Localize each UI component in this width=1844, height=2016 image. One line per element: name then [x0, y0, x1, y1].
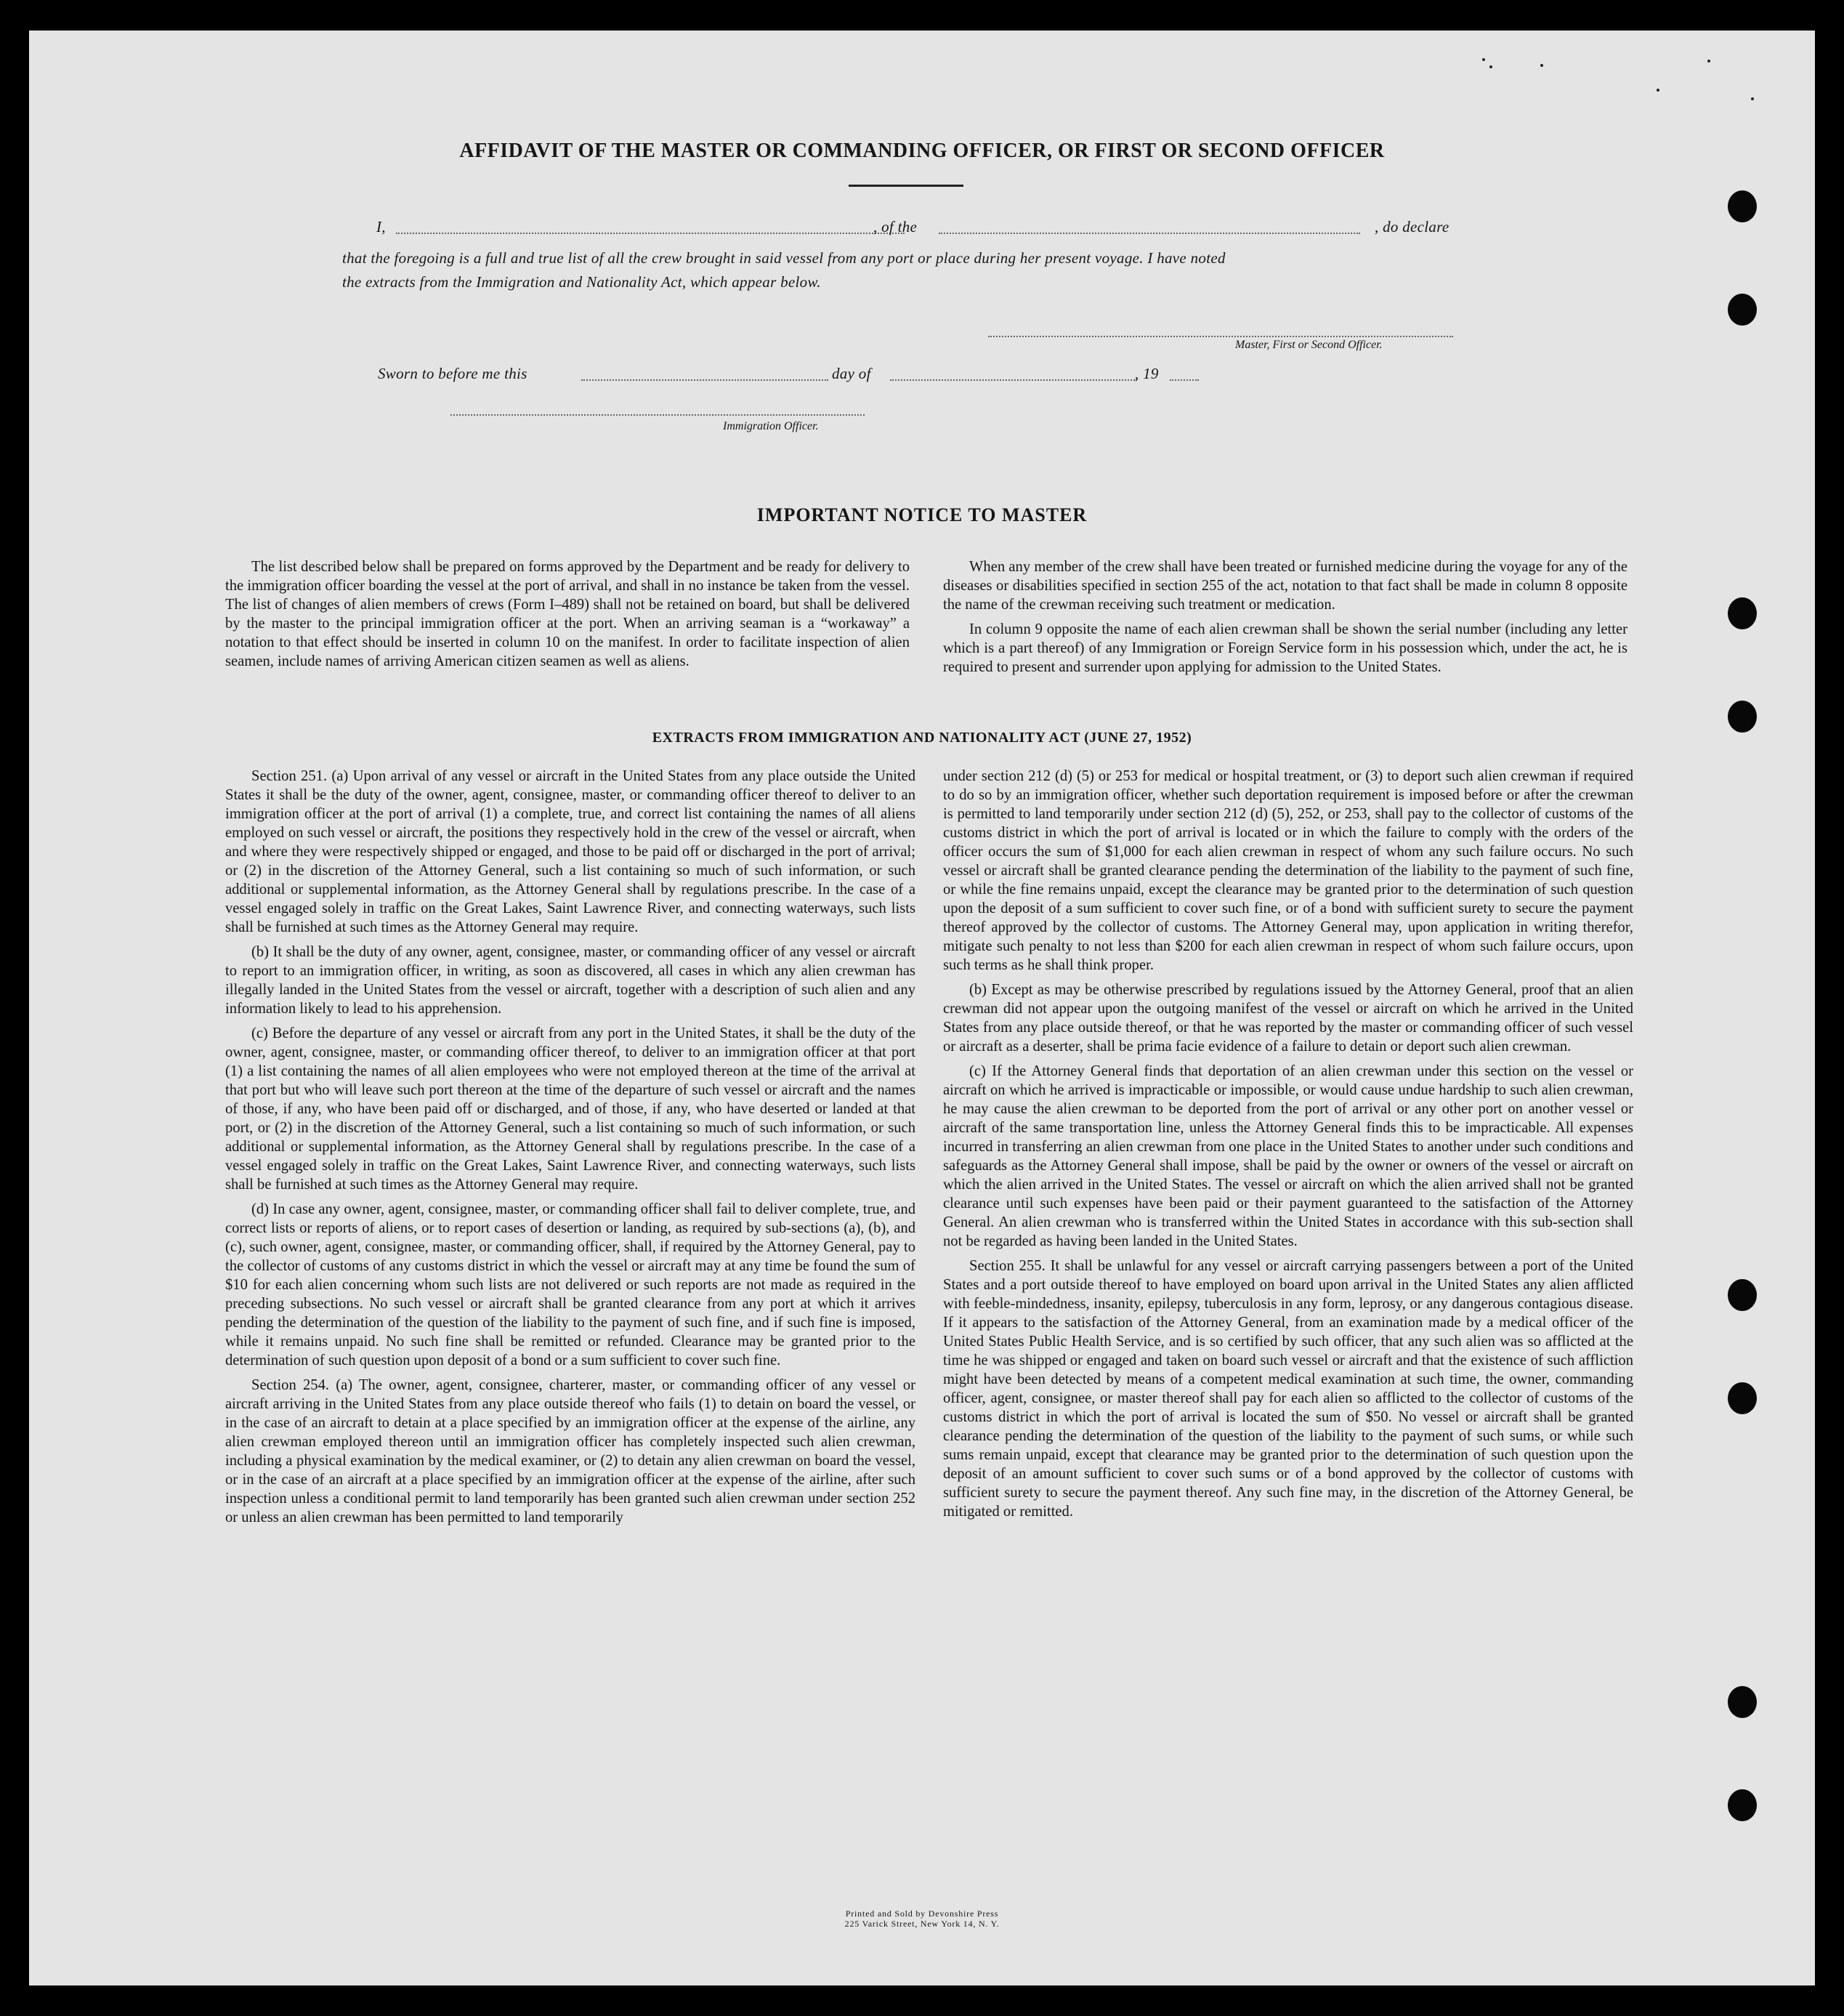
speck — [1482, 58, 1485, 61]
extract-paragraph: (b) It shall be the duty of any owner, agent, consignee, master, or commanding officer of any vessel or aircraft to report to an immigration officer, in writing, as soon as discovered, all cases in which any alien crewman has illegally landed in the United States from the vessel or aircraft, together with a description of such alien and any information likely to lead to his apprehension. — [225, 944, 915, 1017]
binder-hole — [1728, 597, 1757, 629]
printer-imprint — [29, 1908, 1815, 1929]
affidavit-declare-label: , do declare — [1375, 218, 1449, 235]
master-signature-field[interactable] — [988, 336, 1453, 337]
notice-left-column — [225, 557, 910, 677]
extract-paragraph: under section 212 (d) (5) or 253 for medical or hospital treatment, or (3) to deport such alien crewman if required to do so by an immigration officer, whether such deportation requirement is imposed before or after the crewman is permitted to land temporarily under section 212 (d) (5), 252, or 253, shall pay to the collector of customs of the customs district in which the port of arrival is located or in which the failure to comply with the orders of the officer occurs the sum of $1,000 for each alien crewman in respect of whom any such failure occurs. No such vessel or aircraft shall be granted clearance pending the determination of the liability to the payment of such fine, or while the fine remains unpaid, except the clearance may be granted prior to the determination of such question upon the deposit of a sum sufficient to cover such fine, or of a bond with sufficient surety to secure the payment thereof approved by the collector of customs. The Attorney General may, upon application in writing therefor, mitigate such penalty to not less than $200 for each alien crewman in respect of whom such failure occurs, upon such terms as he shall think proper. — [943, 768, 1633, 973]
extract-paragraph: (d) In case any owner, agent, consignee, master, or commanding officer shall fail to deliver complete, true, and correct lists or reports of aliens, or to report cases of desertion or landing, as required by sub-sections (a), (b), and (c), such owner, agent, consignee, master, or commanding officer, shall, if required by the Attorney General, pay to the collector of customs of any customs district in which the vessel or aircraft may at any time be found the sum of $10 for each alien concerning whom such lists are not delivered or such reports are not made as required in the preceding subsections. No such vessel or aircraft shall be granted clearance from any port at which it arrives pending the determination of the question of the liability to the payment of such fine, and if such fine is imposed, while it remains unpaid. No such fine shall be remitted or refunded. Clearance may be granted prior to the determination of such question upon deposit of a bond or a sum sufficient to cover such fine. — [225, 1201, 915, 1368]
speck — [1751, 97, 1754, 100]
speck — [1489, 65, 1492, 68]
year-label: , 19 — [1135, 365, 1159, 382]
notice-paragraph: When any member of the crew shall have been treated or furnished medicine during the voyage for any of the diseases or disabilities specified in section 255 of the act, notation to that fact shall be made in column 8 opposite the name of the crewman receiving such treatment or medication. — [943, 559, 1627, 613]
sworn-day-field[interactable] — [581, 379, 828, 381]
affidavit-i-label: I, — [376, 218, 386, 235]
binder-hole — [1728, 1382, 1757, 1414]
sworn-month-field[interactable] — [890, 379, 1137, 381]
master-caption: Master, First or Second Officer. — [1235, 339, 1383, 351]
sworn-label: Sworn to before me this — [378, 365, 527, 382]
extracts-right-column — [943, 767, 1633, 1527]
officer-caption: Immigration Officer. — [723, 420, 819, 432]
speck — [1540, 64, 1543, 67]
speck — [1707, 60, 1710, 63]
extract-paragraph: Section 254. (a) The owner, agent, consignee, charterer, master, or commanding officer of any vessel or aircraft arriving in the United States from any place outside thereof who fails (1) to detain on board the vessel, or in the case of an aircraft to detain at a place specified by an immigration officer at the expense of the airline, any alien crewman employed thereon until an immigration officer has completely inspected such alien crewman, including a physical examination by the medical examiner, or (2) to detain any alien crewman on board the vessel, or in the case of an aircraft at a place specified by an immigration officer at the expense of the airline, after such inspection unless a conditional permit to land temporarily has been granted such alien crewman under section 252 or unless an alien crewman has been permitted to land temporarily — [225, 1377, 915, 1525]
notice-paragraph: In column 9 opposite the name of each alien crewman shall be shown the serial number (including any letter which is a part thereof) of any Immigration or Foreign Service form in his possession which, under the act, he is required to present and surrender upon applying for admission to the United States. — [943, 621, 1627, 675]
binder-hole — [1728, 1686, 1757, 1718]
extract-paragraph: (c) If the Attorney General finds that deportation of an alien crewman under this section on the vessel or aircraft on which he arrived is impracticable or impossible, or would cause undue hardship to such alien crewman, he may cause the alien crewman to be deported from the port of arrival or any other port on another vessel or aircraft of the same transportation line, unless the Attorney General finds this to be impracticable. All expenses incurred in transferring an alien crewman from one place in the United States to another under such conditions and safeguards as the Attorney General shall impose, shall be paid by the owner or owners of the vessel or aircraft on which the alien arrived in the United States. The vessel or aircraft on which the alien arrived shall not be granted clearance until such expenses have been paid or their payment guaranteed to the satisfaction of the Attorney General. An alien crewman who is transferred within the United States in accordance with this sub-section shall not be regarded as having been landed in the United States. — [943, 1063, 1633, 1249]
day-of-label: day of — [832, 365, 871, 382]
affidavit-line-2: that the foregoing is a full and true list of all the crew brought in said vessel from any port or place during her present voyage. I have noted — [342, 249, 1226, 267]
affidavit-of-label: , of the — [873, 218, 918, 235]
document-page — [29, 31, 1815, 1985]
officer-signature-field[interactable] — [450, 414, 865, 416]
vessel-field[interactable] — [939, 233, 1360, 234]
affidavit-line-3: the extracts from the Immigration and Nationality Act, which appear below. — [342, 273, 821, 291]
binder-hole — [1728, 1789, 1757, 1821]
sworn-year-field[interactable] — [1170, 379, 1199, 381]
imprint-line-1: Printed and Sold by Devonshire Press — [845, 1908, 999, 1919]
extract-paragraph: (c) Before the departure of any vessel or aircraft from any port in the United States, it shall be the duty of the owner, agent, consignee, master, or commanding officer thereof, to deliver to an immigration officer at that port (1) a list containing the names of all alien employees who were not employed thereon at the time of the arrival at that port but who will leave such port thereon at the time of the departure of such vessel or aircraft and the names of those, if any, who have been paid off or discharged, and of those, if any, who have deserted or landed at that port, or (2) in the discretion of the Attorney General, such a list containing so much of such information, or such additional or supplemental information, as the Attorney General shall by regulations prescribe. In the case of a vessel engaged solely in traffic on the Great Lakes, Saint Lawrence River, and connecting waterways, such lists shall be furnished at such times as the Attorney General may require. — [225, 1025, 915, 1193]
speck — [1657, 89, 1659, 92]
binder-hole — [1728, 1279, 1757, 1311]
notice-paragraph: The list described below shall be prepared on forms approved by the Department and be ready for delivery to the immigration officer boarding the vessel at the port of arrival, and shall in no instance be taken from the vessel. The list of changes of alien members of crews (Form I–489) shall not be retained on board, but shall be delivered by the master to the principal immigration officer at the port. When an arriving seaman is a “workaway” a notation to that effect should be inserted in column 10 on the manifest. In order to facilitate inspection of alien seamen, include names of arriving American citizen seamen as well as aliens. — [225, 559, 910, 669]
extract-paragraph: (b) Except as may be otherwise prescribed by regulations issued by the Attorney General, proof that an alien crewman did not appear upon the outgoing manifest of the vessel or aircraft on which he arrived in the United States from any place outside thereof, or that he was reported by the master or commanding officer of such vessel or aircraft as a deserter, shall be prima facie evidence of a failure to detain or deport such alien crewman. — [943, 982, 1633, 1055]
extract-paragraph: Section 255. It shall be unlawful for any vessel or aircraft carrying passengers between a port of the United States and a port outside thereof to have employed on board upon arrival in the United States any alien afflicted with feeble-mindedness, insanity, epilepsy, tuberculosis in any form, leprosy, or any dangerous contagious disease. If it appears to the satisfaction of the Attorney General, from an examination made by a medical officer of the United States Public Health Service, and is so certified by such officer, that any such alien was so afflicted at the time he was shipped or engaged and taken on board such vessel or aircraft and that the existence of such affliction might have been detected by means of a competent medical examination at such time, the owner, commanding officer, agent, consignee, or master thereof shall pay for each alien so afflicted to the collector of customs of the customs district in which the port of arrival is located the sum of $50. No vessel or aircraft shall be granted clearance pending the determination of the question of the liability to the payment of such sums, or while such sums remain unpaid, except that clearance may be granted prior to the determination of such question upon the deposit of an amount sufficient to cover such sums or of a bond approved by the collector of customs with sufficient surety to secure the payment thereof. Any such fine may, in the discretion of the Attorney General, be mitigated or remitted. — [943, 1258, 1633, 1520]
notice-heading: IMPORTANT NOTICE TO MASTER — [756, 504, 1088, 525]
binder-hole — [1728, 701, 1757, 733]
notice-right-column — [943, 557, 1627, 682]
binder-hole — [1728, 294, 1757, 326]
extract-paragraph: Section 251. (a) Upon arrival of any vessel or aircraft in the United States from any place outside the United States it shall be the duty of the owner, agent, consignee, master, or commanding officer thereof to deliver to an immigration officer at the port of arrival (1) a complete, true, and correct list containing the names of all aliens employed on such vessel or aircraft, the positions they respectively hold in the crew of the vessel or aircraft, when and where they were respectively shipped or engaged, and those to be paid off or discharged in the port of arrival; or (2) in the discretion of the Attorney General, such a list containing so much of such information, or such additional or supplemental information, as the Attorney General shall by regulations prescribe. In the case of a vessel engaged solely in traffic on the Great Lakes, Saint Lawrence River, and connecting waterways, such lists shall be furnished at such times as the Attorney General may require. — [225, 768, 915, 935]
extracts-left-column — [225, 767, 915, 1533]
name-field[interactable] — [396, 233, 905, 234]
affidavit-title: AFFIDAVIT OF THE MASTER OR COMMANDING OFFICER, OR FIRST OR SECOND OFFICER — [459, 140, 1385, 162]
binder-hole — [1728, 190, 1757, 222]
extracts-heading: EXTRACTS FROM IMMIGRATION AND NATIONALITY ACT (JUNE 27, 1952) — [652, 730, 1192, 746]
imprint-line-2: 225 Varick Street, New York 14, N. Y. — [844, 1919, 1000, 1929]
title-rule — [849, 185, 963, 187]
